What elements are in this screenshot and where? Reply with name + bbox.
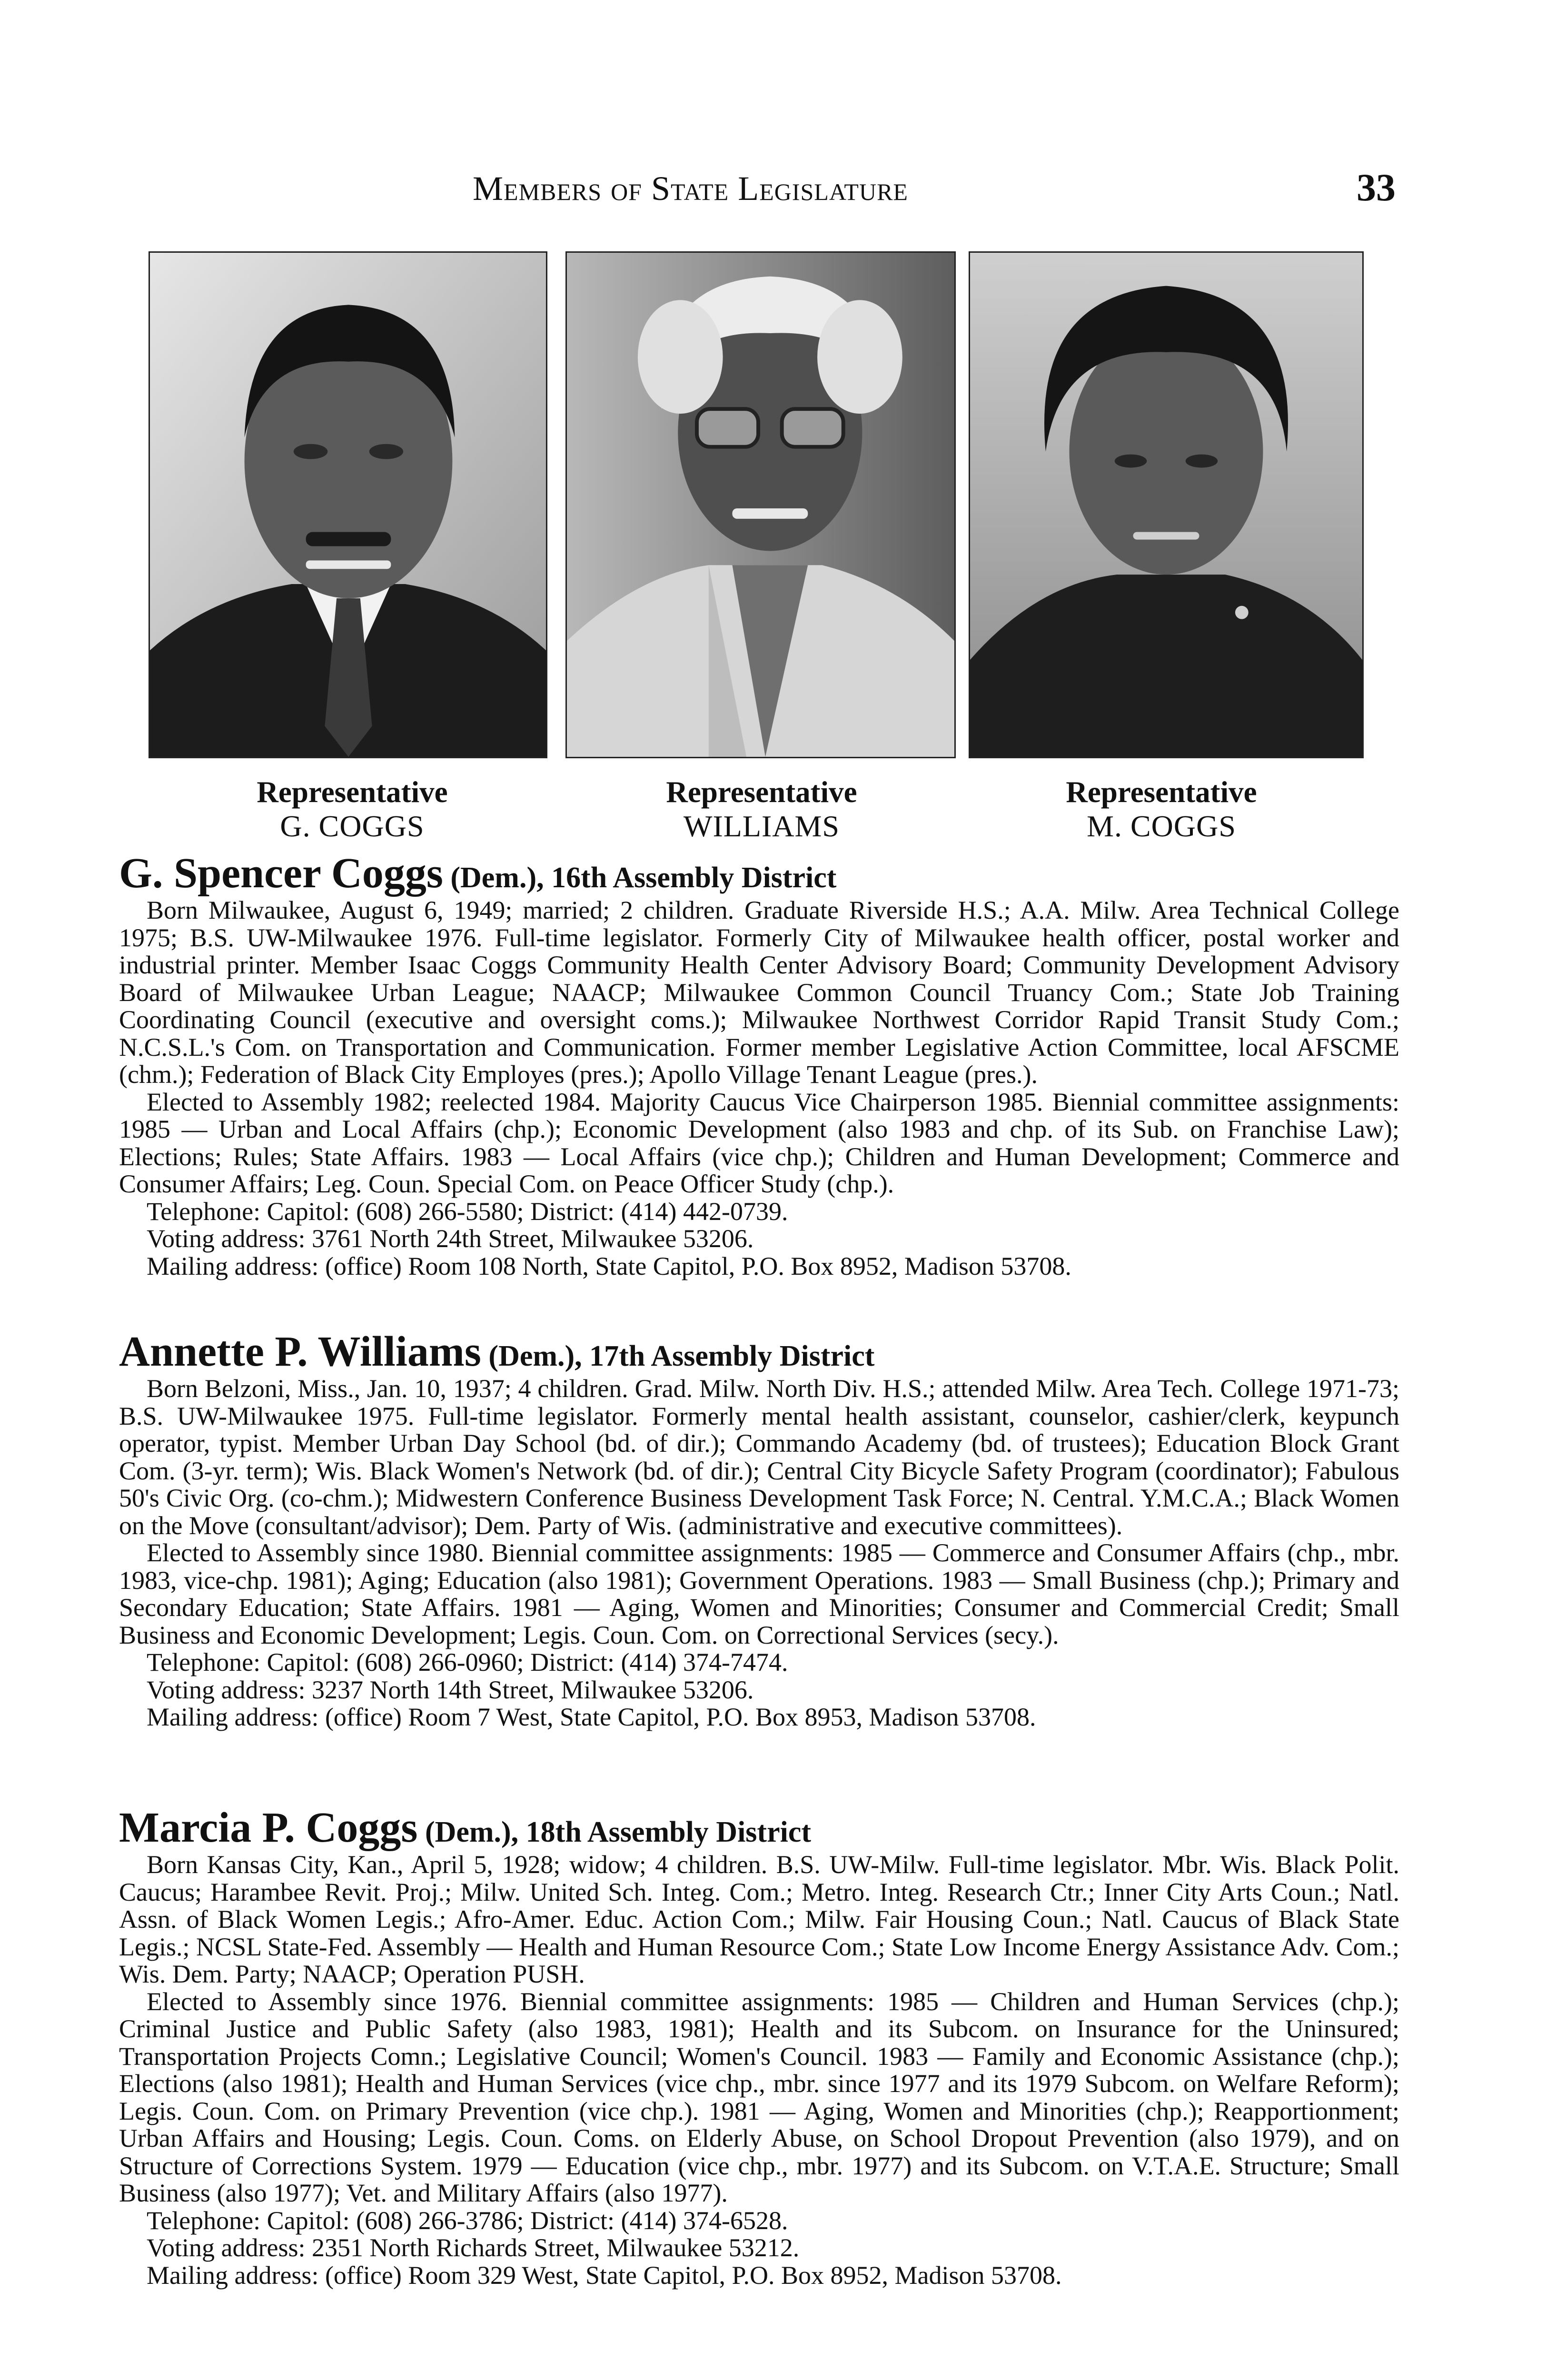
- portrait-photo-williams: [565, 251, 956, 758]
- bio-paragraph: Born Milwaukee, August 6, 1949; married; 2 children. Graduate Riverside H.S.; A.A. Milw. Area Technical College 1975; B.S. UW-Milwaukee 1976. Full-time legislator. Formerly City of Milwaukee health officer, postal worker and industrial printer. Member Isaac Coggs Community Health Center Advisory Board; Community Development Advisory Board of Milwaukee Urban League; NAACP; Milwaukee Common Council Truancy Com.; State Job Training Coordinating Council (executive and oversight coms.); Milwaukee Northwest Corridor Rapid Transit Study Com.; N.C.S.L.'s Com. on Transportation and Communication. Former member Legislative Action Committee, local AFSCME (chm.); Federation of Black City Employes (pres.); Apollo Village Tenant League (pres.).: [119, 896, 1399, 1089]
- caption-name: M. COGGS: [1087, 809, 1236, 843]
- bio-heading: [119, 850, 1399, 897]
- caption-name: G. COGGS: [280, 809, 425, 843]
- caption-role: Representative: [666, 775, 857, 809]
- mailing-address: Mailing address: (office) Room 108 North, State Capitol, P.O. Box 8952, Madison 53708.: [147, 1251, 1071, 1280]
- telephone-line: Telephone: Capitol: (608) 266-0960; District: (414) 374-7474.: [147, 1648, 788, 1676]
- bio-paragraph: Elected to Assembly 1982; reelected 1984. Majority Caucus Vice Chairperson 1985. Biennial committee assignments: 1985 — Urban and Local Affairs (chp.); Economic Development (also 1983 and chp. of its Sub. on Franchise Law); Elections; Rules; State Affairs. 1983 — Local Affairs (vice chp.); Children and Human Development; Commerce and Consumer Affairs; Leg. Coun. Special Com. on Peace Officer Study (chp.).: [119, 1087, 1399, 1198]
- telephone-line: Telephone: Capitol: (608) 266-3786; District: (414) 374-6528.: [147, 2206, 788, 2235]
- bio-heading: [119, 1804, 1399, 1851]
- member-name: Annette P. Williams: [119, 1328, 481, 1375]
- bio-paragraph: Elected to Assembly since 1976. Biennial committee assignments: 1985 — Children and Human Services (chp.); Criminal Justice and Public Safety (also 1983, 1981); Health and its Subcom. on Insurance for the Uninsured; Transportation Projects Comn.; Legislative Council; Women's Council. 1983 — Family and Economic Assistance (chp.); Elections (also 1981); Health and Human Services (vice chp., mbr. since 1977 and its 1979 Subcom. on Welfare Reform); Legis. Coun. Com. on Primary Prevention (vice chp.). 1981 — Aging, Women and Minorities (chp.); Reapportionment; Urban Affairs and Housing; Legis. Coun. Coms. on Elderly Abuse, on School Dropout Prevention (also 1979), and on Structure of Corrections System. 1979 — Education (vice chp., mbr. 1977) and its Subcom. on V.T.A.E. Structure; Small Business (also 1977); Vet. and Military Affairs (also 1977).: [119, 1987, 1399, 2207]
- bio-heading: [119, 1328, 1399, 1375]
- photo-caption-g-coggs: [157, 775, 547, 843]
- telephone-line: Telephone: Capitol: (608) 266-5580; District: (414) 442-0739.: [147, 1197, 788, 1226]
- member-name: G. Spencer Coggs: [119, 850, 443, 897]
- photo-caption-m-coggs: [966, 775, 1357, 843]
- voting-address: Voting address: 2351 North Richards Street, Milwaukee 53212.: [147, 2233, 800, 2262]
- member-name: Marcia P. Coggs: [119, 1804, 418, 1851]
- bio-paragraph: Born Belzoni, Miss., Jan. 10, 1937; 4 children. Grad. Milw. North Div. H.S.; attended Milw. Area Tech. College 1971-73; B.S. UW-Milwaukee 1975. Full-time legislator. Formerly mental health assistant, counselor, cashier/clerk, keypunch operator, typist. Member Urban Day School (bd. of dir.); Commando Academy (bd. of trustees); Education Block Grant Com. (3-yr. term); Wis. Black Women's Network (bd. of dir.); Central City Bicycle Safety Program (coordinator); Fabulous 50's Civic Org. (co-chm.); Midwestern Conference Business Development Task Force; N. Central. Y.M.C.A.; Black Women on the Move (consultant/advisor); Dem. Party of Wis. (administrative and executive committees).: [119, 1374, 1399, 1540]
- page-header: [0, 166, 1546, 221]
- voting-address: Voting address: 3237 North 14th Street, Milwaukee 53206.: [147, 1675, 754, 1704]
- portrait-photo-m-coggs: [969, 251, 1364, 758]
- mailing-address: Mailing address: (office) Room 329 West, State Capitol, P.O. Box 8952, Madison 53708.: [147, 2261, 1062, 2290]
- page-number: 33: [1357, 166, 1396, 209]
- mailing-address: Mailing address: (office) Room 7 West, State Capitol, P.O. Box 8953, Madison 53708.: [147, 1703, 1036, 1731]
- party-district: (Dem.), 16th Assembly District: [443, 862, 837, 894]
- photo-caption-williams: [566, 775, 957, 843]
- caption-role: Representative: [257, 775, 448, 809]
- bio-paragraph: Elected to Assembly since 1980. Biennial committee assignments: 1985 — Commerce and Consumer Affairs (chp., mbr. 1983, vice-chp. 1981); Aging; Education (also 1981); Government Operations. 1983 — Small Business (chp.); Primary and Secondary Education; State Affairs. 1981 — Aging, Women and Minorities; Consumer and Commercial Credit; Small Business and Economic Development; Legis. Coun. Com. on Correctional Services (secy.).: [119, 1538, 1399, 1649]
- portrait-photo-g-coggs: [149, 251, 547, 758]
- bio-g-spencer-coggs: [119, 850, 1399, 1280]
- caption-name: WILLIAMS: [684, 809, 840, 843]
- running-title: Members of State Legislature: [473, 169, 908, 208]
- party-district: (Dem.), 18th Assembly District: [417, 1816, 811, 1848]
- bio-paragraph: Born Kansas City, Kan., April 5, 1928; widow; 4 children. B.S. UW-Milw. Full-time legislator. Mbr. Wis. Black Polit. Caucus; Harambee Revit. Proj.; Milw. United Sch. Integ. Com.; Metro. Integ. Research Ctr.; Inner City Arts Coun.; Natl. Assn. of Black Women Legis.; Afro-Amer. Educ. Action Com.; Milw. Fair Housing Coun.; Natl. Caucus of Black State Legis.; NCSL State-Fed. Assembly — Health and Human Resource Com.; State Low Income Energy Assistance Adv. Com.; Wis. Dem. Party; NAACP; Operation PUSH.: [119, 1850, 1399, 1988]
- caption-role: Representative: [1066, 775, 1257, 809]
- party-district: (Dem.), 17th Assembly District: [481, 1340, 875, 1372]
- bio-marcia-p-coggs: [119, 1804, 1399, 2290]
- bio-annette-p-williams: [119, 1328, 1399, 1731]
- voting-address: Voting address: 3761 North 24th Street, Milwaukee 53206.: [147, 1224, 754, 1253]
